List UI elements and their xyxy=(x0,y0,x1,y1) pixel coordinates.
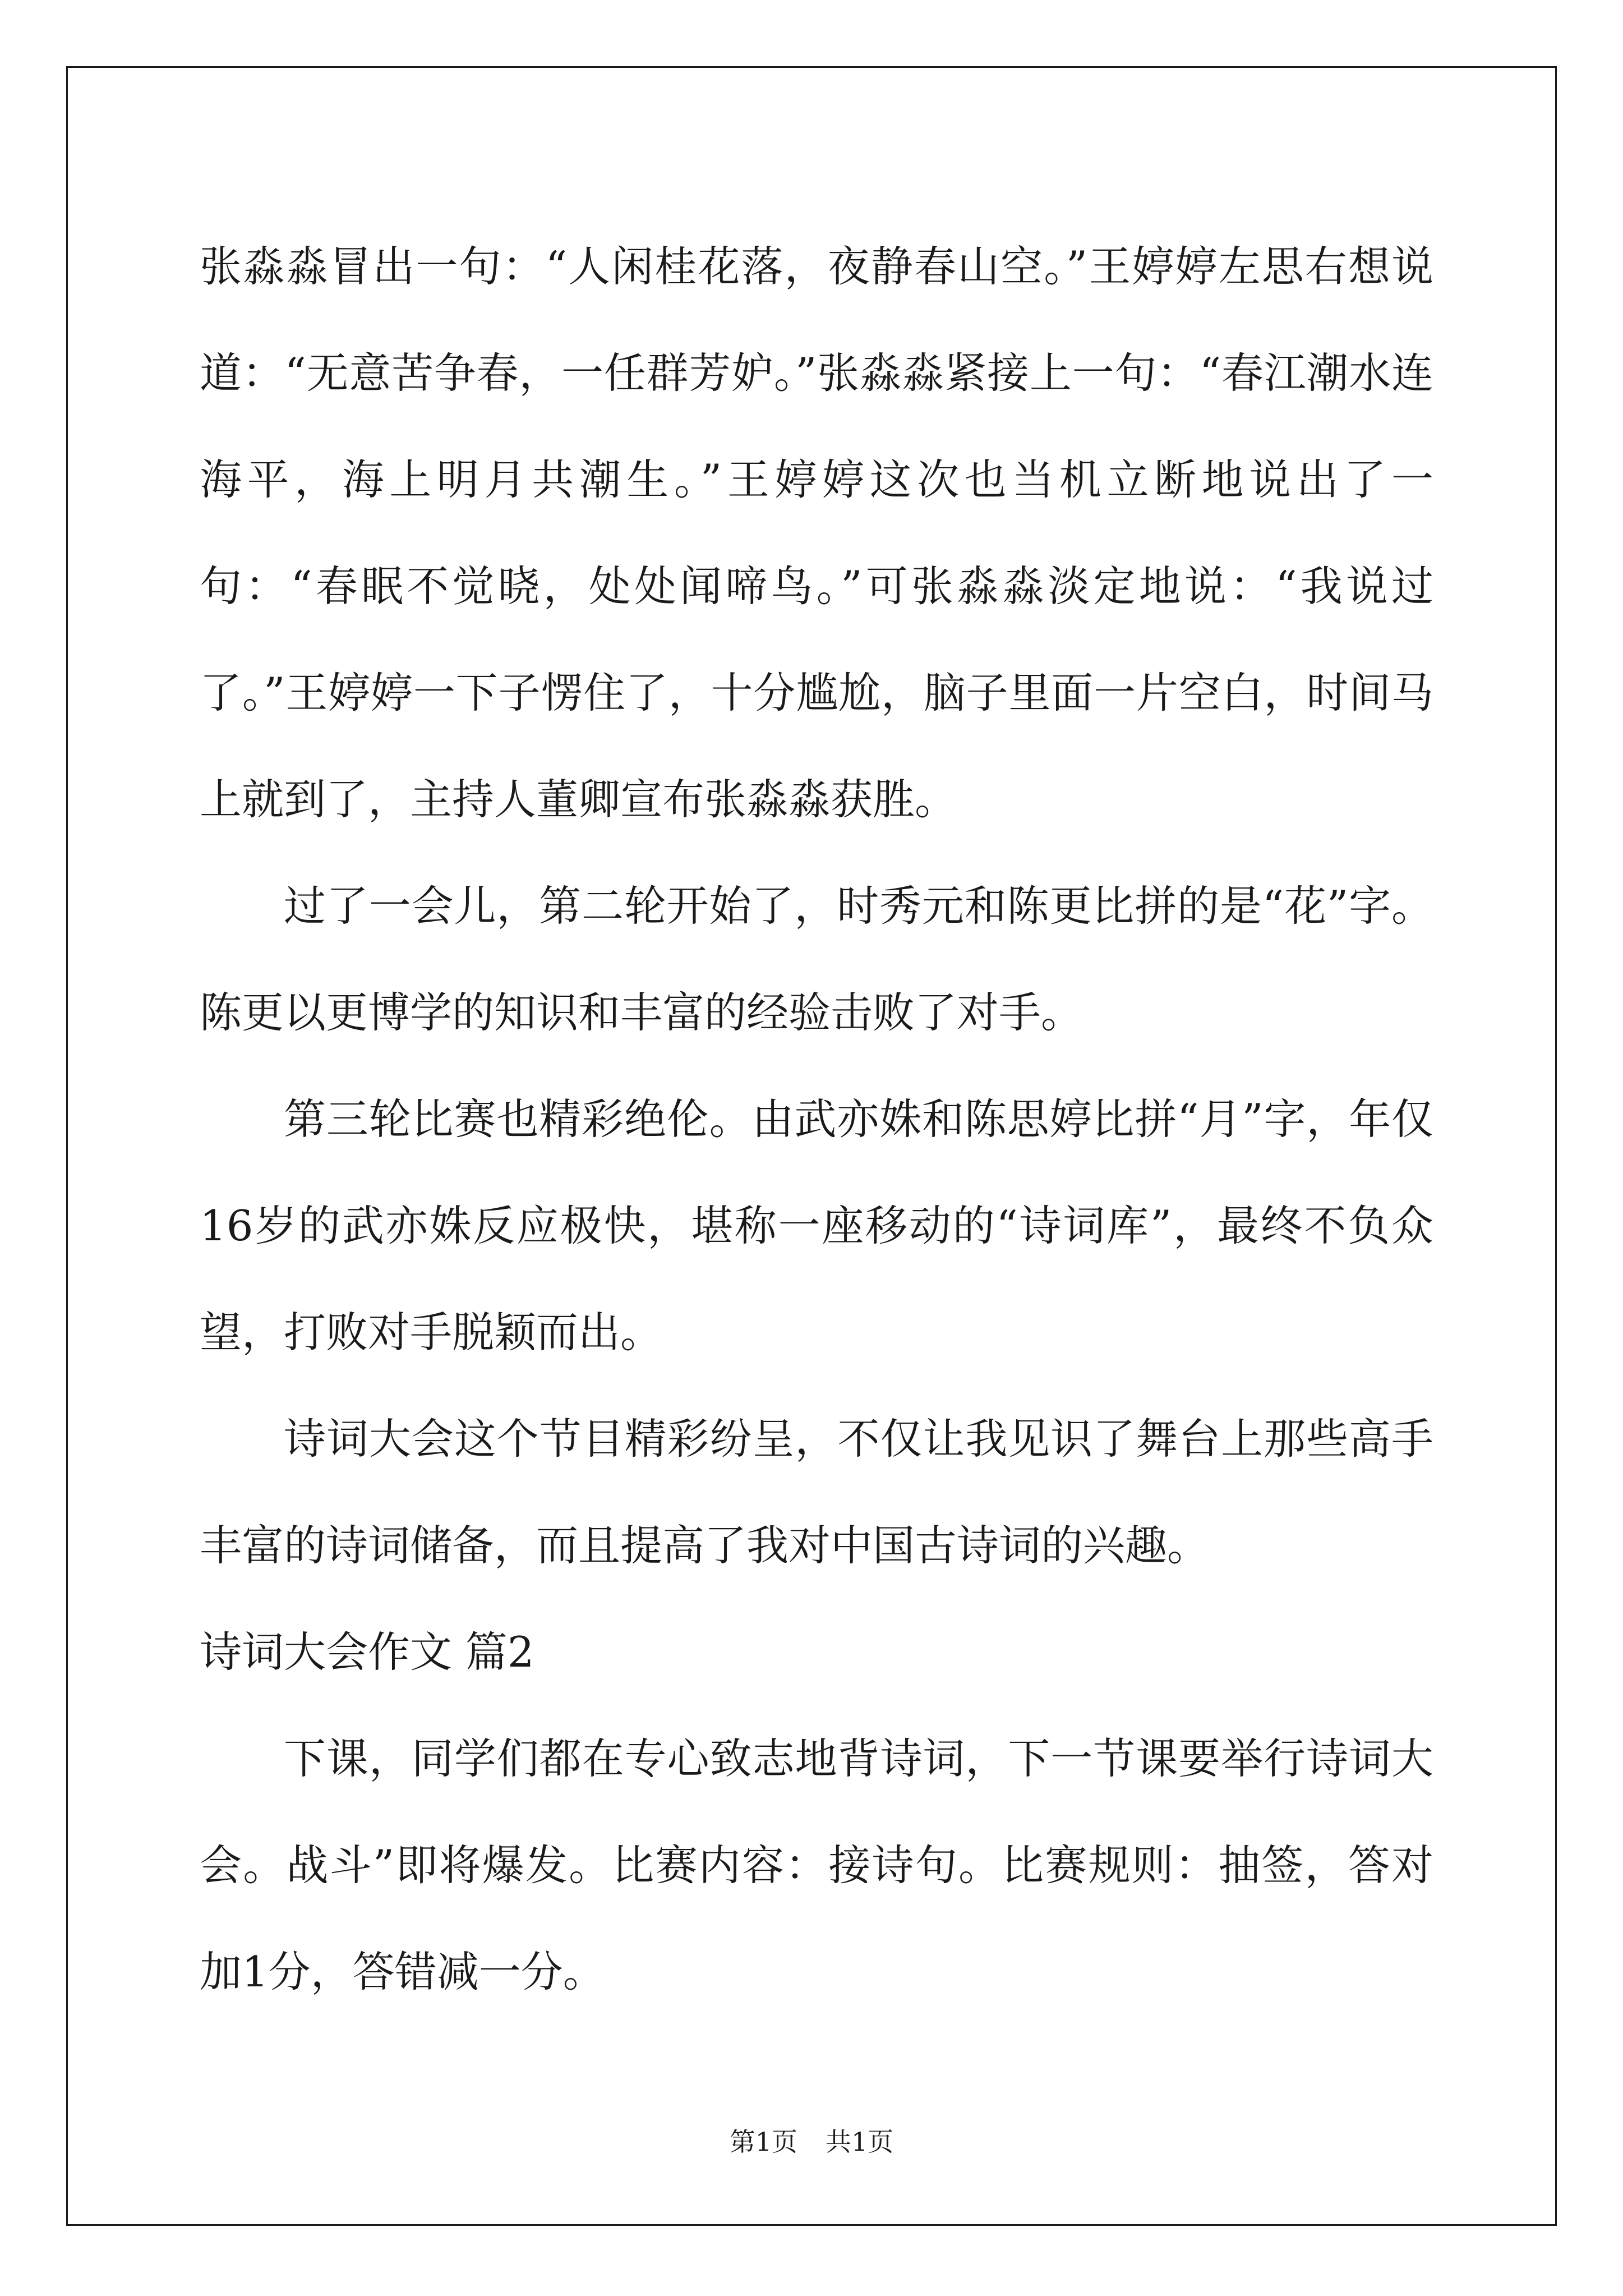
document-body xyxy=(200,213,1433,2025)
paragraph-4: 诗词大会这个节目精彩纷呈，不仅让我见识了舞台上那些高手丰富的诗词储备，而且提高了我对中国古诗词的兴趣。 xyxy=(200,1414,1433,1570)
paragraph-3: 第三轮比赛也精彩绝伦。由武亦姝和陈思婷比拼“月”字，年仅16岁的武亦姝反应极快，堪称一座移动的“诗词库”，最终不负众望，打败对手脱颖而出。 xyxy=(200,1094,1433,1357)
paragraph-1: 张淼淼冒出一句：“人闲桂花落，夜静春山空。”王婷婷左思右想说道：“无意苦争春，一任群芳妒。”张淼淼紧接上一句：“春江潮水连海平，海上明月共潮生。”王婷婷这次也当机立断地说出了一句：“春眠不觉晓，处处闻啼鸟。”可张淼淼淡定地说：“我说过了。”王婷婷一下子愣住了，十分尴尬，脑子里面一片空白，时间马上就到了，主持人董卿宣布张淼淼获胜。 xyxy=(200,242,1433,824)
page-total: 共1页 xyxy=(826,2127,894,2157)
paragraph-2: 过了一会儿，第二轮开始了，时秀元和陈更比拼的是“花”字。陈更以更博学的知识和丰富的经验击败了对手。 xyxy=(200,881,1433,1037)
paragraph-5: 下课，同学们都在专心致志地背诗词，下一节课要举行诗词大会。战斗”即将爆发。比赛内容：接诗句。比赛规则：抽签，答对加1分，答错减一分。 xyxy=(200,1734,1433,1996)
page-footer xyxy=(0,2122,1623,2159)
section-heading: 诗词大会作文 篇2 xyxy=(200,1627,534,1677)
page-number: 第1页 xyxy=(729,2127,797,2157)
